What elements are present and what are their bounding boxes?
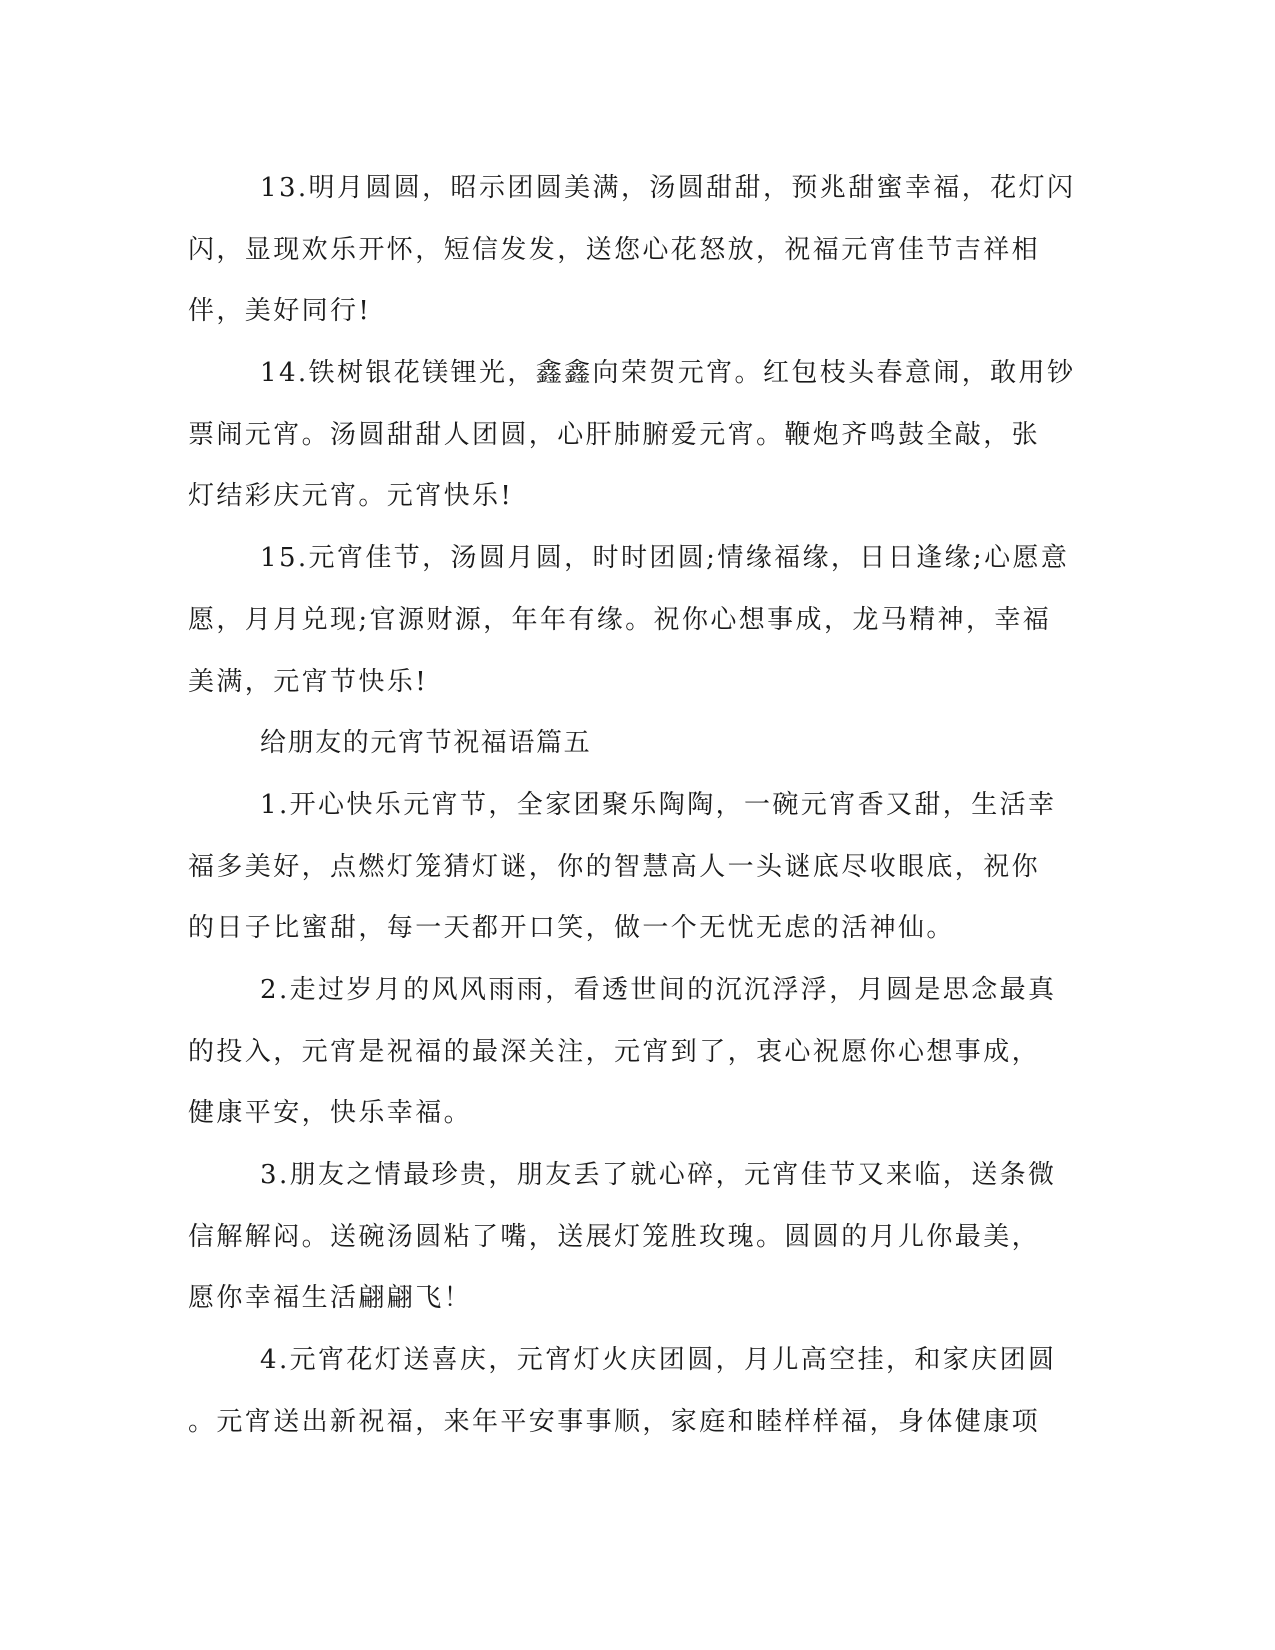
text-line: 健康平安，快乐幸福。 (188, 1098, 473, 1129)
text-line: 1.开心快乐元宵节，全家团聚乐陶陶，一碗元宵香又甜，生活幸 (260, 789, 1057, 820)
text-line: 4.元宵花灯送喜庆，元宵灯火庆团圆，月儿高空挂，和家庆团圆 (260, 1345, 1057, 1376)
text-line: 福多美好，点燃灯笼猜灯谜，你的智慧高人一头谜底尽收眼底，祝你 (188, 851, 1041, 882)
text-line: 14.铁树银花镁锂光，鑫鑫向荣贺元宵。红包枝头春意闹，敢用钞 (260, 358, 1076, 389)
section-heading: 给朋友的元宵节祝福语篇五 (260, 728, 592, 759)
text-line: 3.朋友之情最珍贵，朋友丢了就心碎，元宵佳节又来临，送条微 (260, 1160, 1057, 1190)
text-line: 2.走过岁月的风风雨雨，看透世间的沉沉浮浮，月圆是思念最真 (260, 974, 1057, 1005)
text-line: 愿你幸福生活翩翩飞！ (188, 1283, 473, 1314)
text-line: 美满，元宵节快乐! (188, 666, 429, 697)
text-line: 闪，显现欢乐开怀，短信发发，送您心花怒放，祝福元宵佳节吉祥相 (188, 234, 1041, 265)
text-line: 13.明月圆圆，昭示团圆美满，汤圆甜甜，预兆甜蜜幸福，花灯闪 (260, 173, 1076, 203)
text-line: 愿，月月兑现;官源财源，年年有缘。祝你心想事成，龙马精神，幸福 (188, 604, 1052, 635)
text-line: 伴，美好同行! (188, 296, 372, 327)
document-body (188, 158, 1088, 1453)
text-line: 灯结彩庆元宵。元宵快乐! (188, 481, 514, 512)
text-line: 票闹元宵。汤圆甜甜人团圆，心肝肺腑爱元宵。鞭炮齐鸣鼓全敲，张 (188, 419, 1041, 450)
text-line: 。元宵送出新祝福，来年平安事事顺，家庭和睦样样福，身体健康项 (188, 1406, 1041, 1437)
text-line: 信解解闷。送碗汤圆粘了嘴，送展灯笼胜玫瑰。圆圆的月儿你最美， (188, 1221, 1041, 1252)
text-line: 15.元宵佳节，汤圆月圆，时时团圆;情缘福缘，日日逢缘;心愿意 (260, 543, 1070, 574)
text-line: 的日子比蜜甜，每一天都开口笑，做一个无忧无虑的活神仙。 (188, 913, 955, 944)
text-line: 的投入，元宵是祝福的最深关注，元宵到了，衷心祝愿你心想事成， (188, 1036, 1041, 1067)
